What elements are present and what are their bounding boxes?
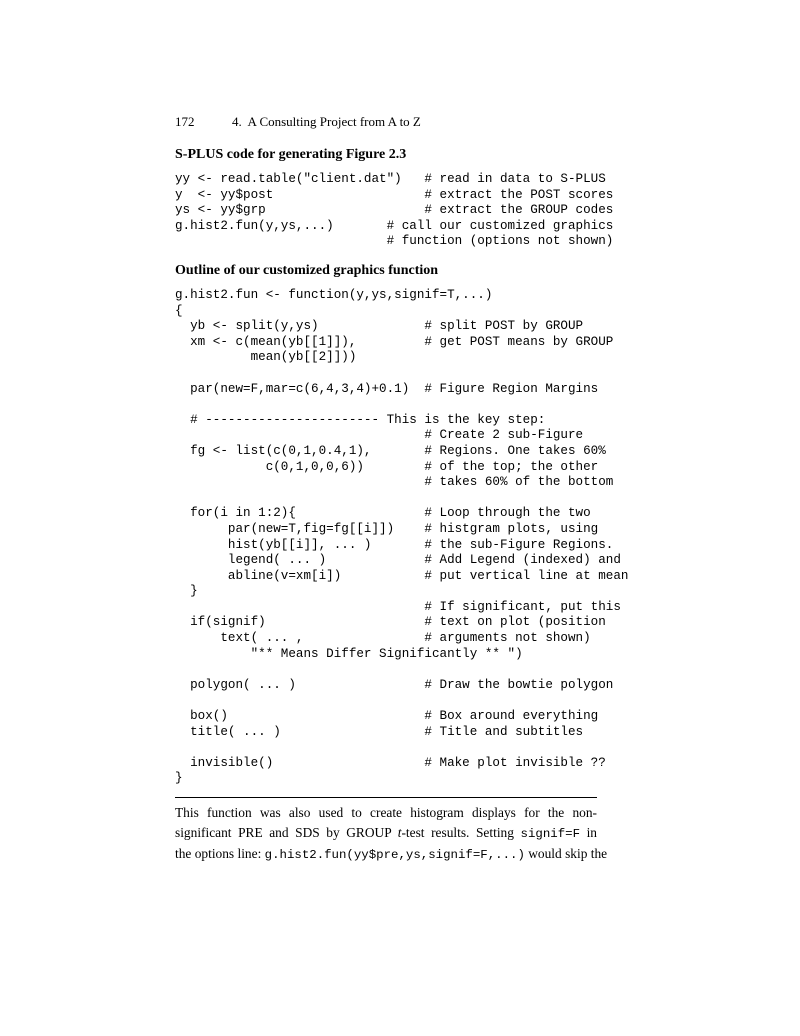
code-block-function	[175, 288, 628, 787]
paragraph-line	[175, 844, 608, 865]
code-line: if(signif) # text on plot (position	[175, 615, 606, 630]
section-heading-splus-code: S-PLUS code for generating Figure 2.3	[175, 147, 407, 162]
footnote-rule	[175, 797, 597, 798]
code-line: {	[175, 303, 183, 318]
code-line: "** Means Differ Significantly ** ")	[175, 646, 523, 661]
page-number: 172	[175, 114, 195, 129]
code-line: xm <- c(mean(yb[[1]]), # get POST means by GROUP	[175, 334, 614, 349]
code-line: ys <- yy$grp # extract the GROUP codes	[175, 203, 614, 218]
code-line: # function (options not shown)	[175, 234, 614, 249]
code-line: yb <- split(y,ys) # split POST by GROUP	[175, 319, 584, 334]
code-line: invisible() # Make plot invisible ??	[175, 755, 606, 770]
code-line: # If significant, put this	[175, 599, 621, 614]
code-line: hist(yb[[i]], ... ) # the sub-Figure Regions.	[175, 537, 614, 552]
paragraph-text: would skip the	[524, 846, 608, 861]
code-line: text( ... , # arguments not shown)	[175, 631, 591, 646]
paragraph-line	[175, 803, 597, 823]
section-heading-outline: Outline of our customized graphics function	[175, 263, 439, 278]
code-block-main	[175, 172, 613, 250]
code-line: g.hist2.fun(y,ys,...) # call our customized graphics	[175, 218, 614, 233]
paragraph-text: the options line:	[175, 846, 265, 861]
code-line: # takes 60% of the bottom	[175, 475, 614, 490]
code-line: }	[175, 584, 198, 599]
code-line: c(0,1,0,0,6)) # of the top; the other	[175, 459, 599, 474]
paragraph-text: in	[580, 825, 598, 840]
paragraph-text: -test results. Setting	[401, 825, 521, 840]
body-paragraph	[175, 803, 608, 865]
code-line: }	[175, 771, 183, 786]
code-line: polygon( ... ) # Draw the bowtie polygon	[175, 677, 614, 692]
chapter-title: 4. A Consulting Project from A to Z	[232, 114, 421, 129]
code-line: # ----------------------- This is the key step:	[175, 412, 546, 427]
code-line: legend( ... ) # Add Legend (indexed) and	[175, 553, 621, 568]
code-line: # Create 2 sub-Figure	[175, 428, 584, 443]
paragraph-text: significant PRE and SDS by GROUP	[175, 825, 398, 840]
inline-code: signif=F	[520, 827, 581, 841]
code-line: for(i in 1:2){ # Loop through the two	[175, 506, 591, 521]
code-line: y <- yy$post # extract the POST scores	[175, 187, 614, 202]
code-line: abline(v=xm[i]) # put vertical line at mean	[175, 568, 629, 583]
paragraph-text: This function was also used to create histogram displays for the non-	[175, 805, 597, 820]
code-line: title( ... ) # Title and subtitles	[175, 724, 584, 739]
running-head	[175, 114, 421, 130]
code-line: par(new=T,fig=fg[[i]]) # histgram plots, using	[175, 521, 599, 536]
code-line: g.hist2.fun <- function(y,ys,signif=T,...)	[175, 288, 493, 302]
italic-t: t	[397, 825, 402, 840]
code-line: yy <- read.table("client.dat") # read in data to S-PLUS	[175, 172, 606, 186]
code-line: fg <- list(c(0,1,0.4,1), # Regions. One takes 60%	[175, 443, 606, 458]
paragraph-line	[175, 823, 597, 844]
code-line: par(new=F,mar=c(6,4,3,4)+0.1) # Figure Region Margins	[175, 381, 599, 396]
inline-code: g.hist2.fun(yy$pre,ys,signif=F,...)	[264, 848, 525, 862]
code-line: mean(yb[[2]]))	[175, 350, 357, 365]
code-line: box() # Box around everything	[175, 709, 599, 724]
